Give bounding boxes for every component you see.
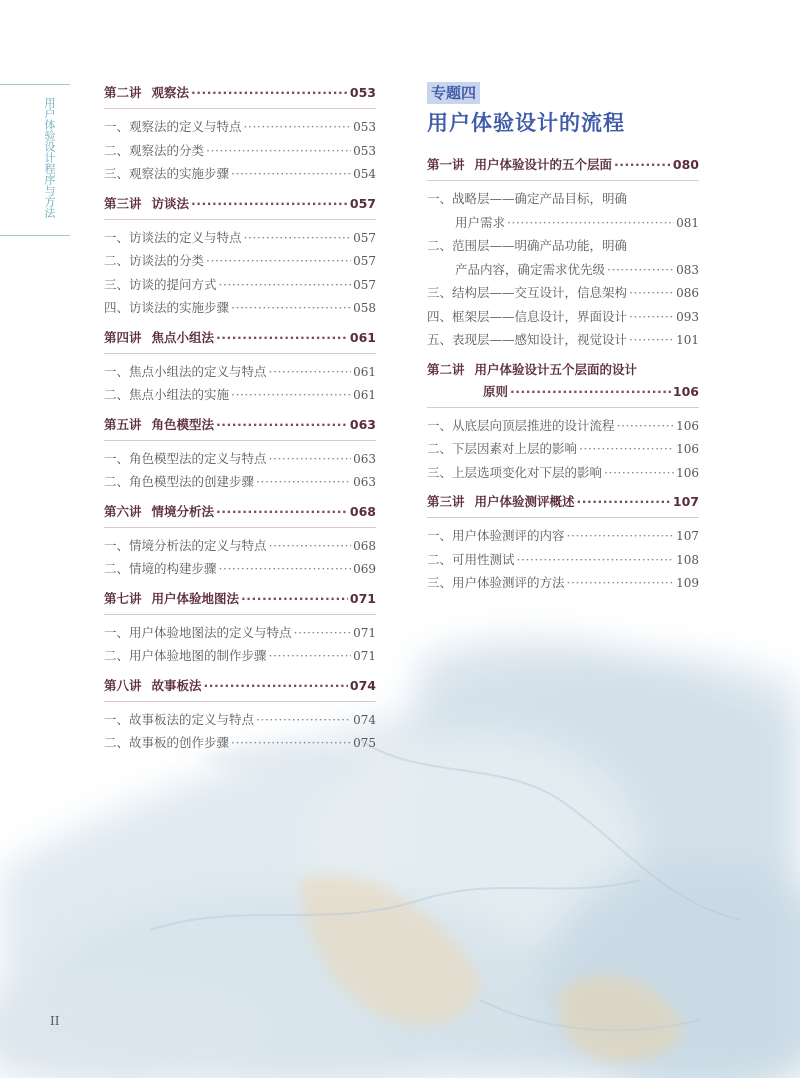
chapter-number: 第二讲 (427, 361, 465, 377)
chapter-page: 057 (349, 195, 376, 211)
leader-dots (579, 437, 674, 461)
item-label: 一、观察法的定义与特点 (104, 119, 242, 134)
leader-dots (191, 193, 348, 215)
divider (104, 701, 376, 702)
item-page: 063 (353, 451, 376, 466)
item-page: 057 (353, 277, 376, 292)
toc-item[interactable] (104, 621, 376, 645)
leader-dots (231, 383, 351, 407)
chapter-title: 焦点小组法 (151, 329, 215, 345)
chapter-title: 用户体验测评概述 (474, 494, 575, 509)
item-label-continued: 用户需求 (455, 214, 506, 230)
toc-chapter[interactable] (104, 588, 376, 610)
divider (104, 353, 376, 354)
item-page: 108 (676, 552, 699, 567)
item-page: 071 (353, 649, 376, 663)
toc-item[interactable] (104, 115, 376, 139)
item-label: 二、访谈法的分类 (104, 253, 205, 268)
leader-dots (219, 557, 352, 581)
item-label: 一、情境分析法的定义与特点 (104, 537, 267, 553)
leader-dots (191, 82, 348, 104)
leader-dots (216, 414, 348, 436)
leader-dots (256, 470, 351, 494)
chapter-title: 访谈法 (151, 195, 190, 211)
item-page: 061 (353, 388, 376, 402)
leader-dots (629, 328, 674, 352)
item-label: 一、用户体验地图法的定义与特点 (104, 624, 292, 640)
chapter-page: 080 (672, 157, 699, 172)
item-label: 二、角色模型法的创建步骤 (104, 474, 255, 489)
item-label-continued: 产品内容，确定需求优先级 (455, 261, 606, 277)
item-page: 069 (353, 562, 376, 576)
toc-item[interactable] (104, 708, 376, 732)
item-label: 三、观察法的实施步骤 (104, 166, 230, 181)
item-page: 086 (676, 286, 699, 300)
leader-dots (216, 501, 348, 523)
leader-dots (604, 461, 674, 485)
chapter-number: 第五讲 (104, 416, 142, 432)
toc-item[interactable] (104, 273, 376, 297)
toc-item[interactable] (427, 281, 699, 305)
item-page: 057 (353, 254, 376, 268)
item-page: 106 (676, 442, 699, 456)
topic-badge: 专题四 (427, 82, 480, 104)
toc-left-column (104, 82, 376, 755)
toc-item[interactable] (104, 731, 376, 755)
leader-dots (614, 154, 671, 176)
item-label: 一、战略层——确定产品目标，明确 (427, 191, 628, 206)
chapter-title: 情境分析法 (151, 503, 215, 519)
toc-right-column (427, 82, 699, 595)
item-label: 四、框架层——信息设计，界面设计 (427, 308, 628, 324)
toc-item[interactable] (104, 534, 376, 558)
chapter-page: 053 (349, 85, 376, 100)
item-label: 三、上层选项变化对下层的影响 (427, 464, 603, 480)
chapter-page: 063 (349, 416, 376, 432)
chapter-number: 第三讲 (427, 494, 465, 509)
divider (104, 219, 376, 220)
chapter-number: 第四讲 (104, 329, 142, 345)
toc-item[interactable] (427, 328, 699, 352)
toc-chapter[interactable] (104, 414, 376, 436)
item-label: 一、角色模型法的定义与特点 (104, 450, 267, 466)
item-label: 一、故事板法的定义与特点 (104, 711, 255, 727)
item-label: 二、情境的构建步骤 (104, 561, 217, 576)
divider (104, 108, 376, 109)
item-page: 071 (353, 625, 376, 640)
divider (104, 440, 376, 441)
item-page: 107 (676, 529, 699, 543)
item-label: 三、结构层——交互设计，信息架构 (427, 285, 628, 300)
toc-item[interactable] (427, 414, 699, 438)
leader-dots (231, 731, 351, 755)
chapter-title-continued: 原则 (483, 383, 509, 399)
toc-item[interactable] (104, 139, 376, 163)
chapter-page: 074 (349, 677, 376, 693)
toc-item[interactable] (427, 305, 699, 329)
leader-dots (244, 226, 352, 250)
item-label: 二、观察法的分类 (104, 142, 205, 158)
chapter-number: 第六讲 (104, 503, 142, 519)
chapter-title: 用户体验地图法 (151, 590, 240, 606)
item-page: 061 (353, 364, 376, 379)
item-label: 一、访谈法的定义与特点 (104, 229, 242, 245)
divider (427, 407, 699, 408)
leader-dots (269, 360, 352, 384)
toc-item[interactable] (104, 644, 376, 668)
item-label: 三、用户体验测评的方法 (427, 575, 565, 590)
leader-dots (629, 281, 674, 305)
leader-dots (269, 644, 352, 668)
item-page: 063 (353, 475, 376, 489)
item-page: 109 (676, 576, 699, 590)
leader-dots (567, 571, 675, 595)
leader-dots (294, 621, 352, 645)
item-label: 二、用户体验地图的制作步骤 (104, 648, 267, 663)
chapter-title: 观察法 (151, 85, 190, 100)
item-label: 二、下层因素对上层的影响 (427, 441, 578, 456)
item-page: 081 (676, 215, 699, 230)
leader-dots (216, 327, 348, 349)
toc-chapter[interactable] (104, 327, 376, 349)
item-page: 083 (676, 262, 699, 277)
chapter-page: 106 (672, 383, 699, 399)
item-page: 057 (353, 230, 376, 245)
leader-dots (567, 524, 675, 548)
chapter-number: 第三讲 (104, 195, 142, 211)
item-page: 068 (353, 538, 376, 553)
toc-item[interactable] (427, 524, 699, 548)
item-label: 一、从底层向顶层推进的设计流程 (427, 417, 615, 433)
leader-dots (577, 491, 671, 513)
side-tab (0, 84, 70, 236)
leader-dots (241, 588, 348, 610)
item-label: 一、焦点小组法的定义与特点 (104, 363, 267, 379)
item-page: 106 (676, 465, 699, 480)
toc-item[interactable] (427, 187, 699, 234)
leader-dots (244, 115, 352, 139)
chapter-title: 角色模型法 (151, 416, 215, 432)
item-page: 053 (353, 143, 376, 158)
leader-dots (269, 447, 352, 471)
item-page: 106 (676, 418, 699, 433)
item-page: 053 (353, 120, 376, 134)
toc-item[interactable] (104, 470, 376, 494)
chapter-number: 第八讲 (104, 677, 142, 693)
chapter-number: 第二讲 (104, 85, 142, 100)
leader-dots (231, 162, 351, 186)
item-label: 二、范围层——明确产品功能，明确 (427, 238, 628, 253)
item-page: 075 (353, 736, 376, 750)
leader-dots (231, 296, 351, 320)
chapter-page: 068 (349, 503, 376, 519)
leader-dots (256, 708, 351, 732)
toc-chapter[interactable] (427, 491, 699, 513)
toc-item[interactable] (427, 234, 699, 281)
leader-dots (507, 211, 674, 235)
leader-dots (517, 548, 675, 572)
chapter-number: 第七讲 (104, 590, 142, 606)
toc-item[interactable] (427, 461, 699, 485)
chapter-title: 故事板法 (151, 677, 202, 693)
item-label: 二、可用性测试 (427, 551, 515, 567)
chapter-title: 用户体验设计五个层面的设计 (474, 361, 638, 377)
item-page: 101 (676, 333, 699, 347)
leader-dots (617, 414, 675, 438)
toc-chapter[interactable] (427, 359, 699, 403)
toc-chapter[interactable] (104, 193, 376, 215)
item-label: 二、焦点小组法的实施 (104, 387, 230, 402)
item-label: 五、表现层——感知设计，视觉设计 (427, 332, 628, 347)
toc-chapter[interactable] (427, 154, 699, 176)
divider (427, 517, 699, 518)
toc-item[interactable] (104, 249, 376, 273)
toc-item[interactable] (104, 383, 376, 407)
leader-dots (607, 258, 674, 282)
item-page: 093 (676, 309, 699, 324)
divider (427, 180, 699, 181)
item-page: 074 (353, 712, 376, 727)
item-label: 二、故事板的创作步骤 (104, 735, 230, 750)
toc-item[interactable] (104, 296, 376, 320)
toc-item[interactable] (427, 571, 699, 595)
item-label: 四、访谈法的实施步骤 (104, 300, 230, 315)
item-label: 一、用户体验测评的内容 (427, 528, 565, 543)
toc-item[interactable] (104, 162, 376, 186)
leader-dots (204, 675, 348, 697)
page-number: II (50, 1014, 60, 1028)
toc-item[interactable] (427, 548, 699, 572)
toc-chapter[interactable] (104, 675, 376, 697)
toc-item[interactable] (104, 360, 376, 384)
toc-item[interactable] (104, 447, 376, 471)
toc-item[interactable] (104, 226, 376, 250)
topic-title: 用户体验设计的流程 (427, 111, 625, 135)
leader-dots (206, 249, 351, 273)
toc-chapter[interactable] (104, 82, 376, 104)
side-tab-text: 用户体验设计程序与方法 (43, 97, 56, 218)
chapter-number: 第一讲 (427, 157, 465, 172)
item-page: 054 (353, 167, 376, 181)
item-page: 058 (353, 301, 376, 315)
leader-dots (510, 381, 671, 403)
item-label: 三、访谈的提问方式 (104, 276, 217, 292)
toc-item[interactable] (104, 557, 376, 581)
toc-item[interactable] (427, 437, 699, 461)
divider (104, 614, 376, 615)
chapter-page: 061 (349, 329, 376, 345)
toc-chapter[interactable] (104, 501, 376, 523)
leader-dots (269, 534, 352, 558)
chapter-page: 071 (349, 590, 376, 606)
leader-dots (629, 305, 674, 329)
chapter-page: 107 (672, 494, 699, 509)
divider (104, 527, 376, 528)
leader-dots (206, 139, 351, 163)
leader-dots (219, 273, 352, 297)
chapter-title: 用户体验设计的五个层面 (474, 157, 613, 172)
